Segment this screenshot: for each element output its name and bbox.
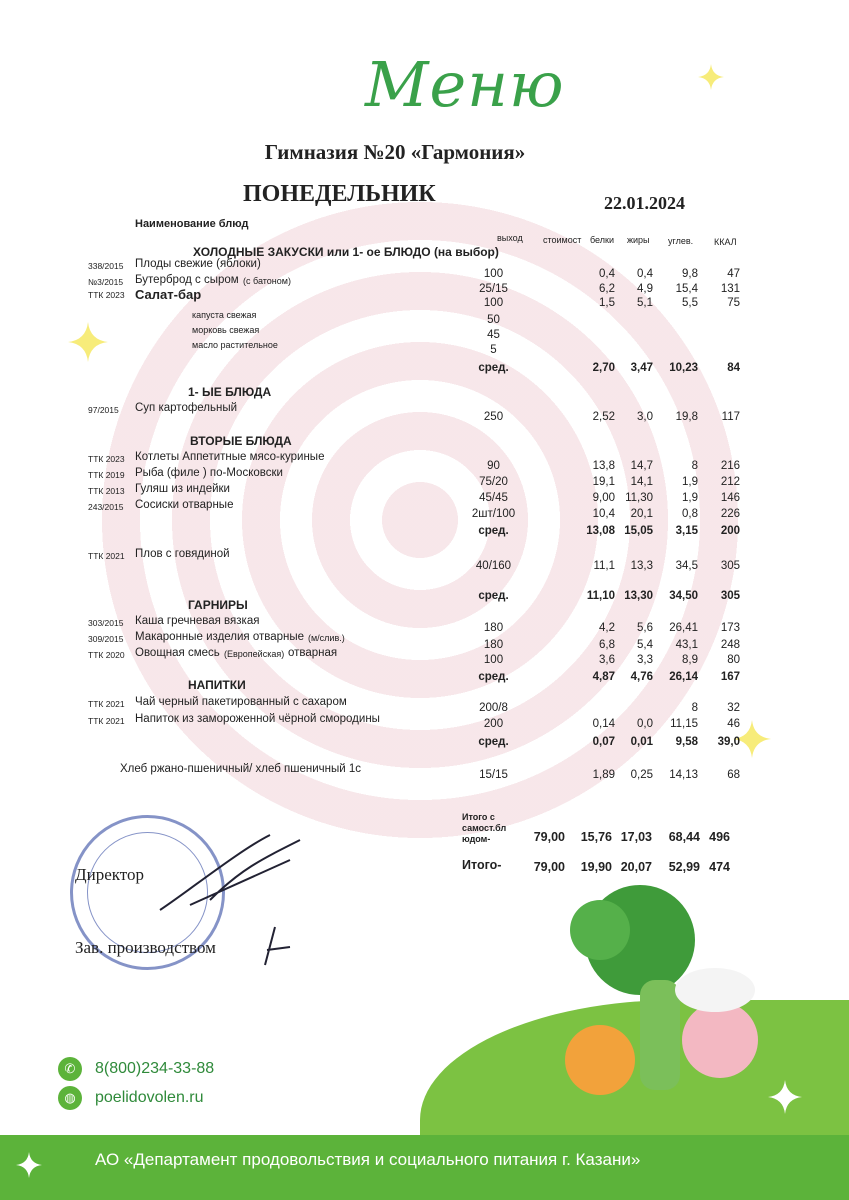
col-fat: жиры <box>627 235 650 245</box>
nutrition-value: 13,30 <box>624 590 653 602</box>
recipe-code: ТТК 2019 <box>88 470 125 480</box>
dish-note: (Европейская) <box>224 649 285 659</box>
production-signature <box>255 925 295 970</box>
vegetable-characters-illustration <box>560 880 770 1130</box>
star-decoration <box>68 322 108 362</box>
portion-output: 100 <box>483 268 504 280</box>
nutrition-value: 14,13 <box>669 769 698 781</box>
nutrition-value: 5,5 <box>682 297 698 309</box>
nutrition-value: 47 <box>727 268 740 280</box>
nutrition-value: 0,0 <box>637 718 653 730</box>
portion-output: 15/15 <box>479 769 508 781</box>
star-decoration <box>16 1152 42 1178</box>
nutrition-value: 200 <box>720 525 740 537</box>
nutrition-value: 8 <box>691 702 698 714</box>
portion-output: 200/8 <box>479 702 508 714</box>
dish-name: Сосиски отварные <box>135 499 234 511</box>
nutrition-value: 8 <box>691 460 698 472</box>
nutrition-value: 14,1 <box>630 476 653 488</box>
section-heading: 1- ЫЕ БЛЮДА <box>188 385 272 399</box>
dish-name: Чай черный пакетированный с сахаром <box>135 696 347 708</box>
total-value: 20,07 <box>620 860 652 874</box>
nutrition-value: 26,14 <box>669 671 698 683</box>
recipe-code: ТТК 2023 <box>88 290 125 300</box>
total-value: 17,03 <box>620 830 652 844</box>
dish-name: Хлеб ржано-пшеничный/ хлеб пшеничный 1с <box>120 763 362 775</box>
ingredient-name: масло растительное <box>192 340 278 350</box>
nutrition-value: 1,9 <box>682 476 698 488</box>
nutrition-value: 14,7 <box>630 460 653 472</box>
nutrition-value: 1,9 <box>682 492 698 504</box>
nutrition-value: 15,05 <box>624 525 653 537</box>
nutrition-value: 19,1 <box>592 476 615 488</box>
globe-icon: ◍ <box>58 1086 82 1110</box>
menu-logo: Меню <box>365 48 565 121</box>
portion-output: 50 <box>487 314 500 326</box>
ingredient-name: капуста свежая <box>192 310 257 320</box>
nutrition-value: 6,8 <box>599 639 615 651</box>
nutrition-value: 117 <box>721 411 740 423</box>
total-value: 19,90 <box>580 860 612 874</box>
nutrition-value: 3,0 <box>637 411 653 423</box>
portion-output: 45/45 <box>479 492 508 504</box>
average-label: сред. <box>478 362 509 374</box>
nutrition-value: 1,89 <box>592 769 615 781</box>
nutrition-value: 3,15 <box>675 525 698 537</box>
website-link[interactable]: poelidovolen.ru <box>95 1089 204 1106</box>
nutrition-value: 20,1 <box>630 508 653 520</box>
nutrition-value: 4,2 <box>599 622 615 634</box>
portion-output: 250 <box>483 411 504 423</box>
recipe-code: ТТК 2021 <box>88 699 125 709</box>
dish-name: Каша гречневая вязкая <box>135 615 260 627</box>
total-label: Итого с самост.бл юдом- <box>462 812 507 844</box>
dish-note: (с батоном) <box>243 276 291 286</box>
nutrition-value: 13,3 <box>630 560 653 572</box>
nutrition-value: 68 <box>727 769 740 781</box>
ingredient-name: морковь свежая <box>192 325 260 335</box>
total-value: 52,99 <box>668 860 700 874</box>
nutrition-value: 4,9 <box>637 283 653 295</box>
star-decoration <box>768 1080 802 1114</box>
nutrition-value: 84 <box>727 362 740 374</box>
phone-number[interactable]: 8(800)234-33-88 <box>95 1060 215 1077</box>
nutrition-value: 1,5 <box>599 297 615 309</box>
nutrition-value: 305 <box>720 560 740 572</box>
portion-output: 100 <box>483 654 504 666</box>
dish-name: Плов с говядиной <box>135 548 230 560</box>
nutrition-value: 167 <box>720 671 740 683</box>
average-label: сред. <box>478 590 509 602</box>
recipe-code: 97/2015 <box>88 405 119 415</box>
nutrition-value: 305 <box>720 590 740 602</box>
nutrition-value: 4,87 <box>592 671 615 683</box>
dish-note: (м/слив.) <box>308 633 345 643</box>
nutrition-value: 13,08 <box>586 525 615 537</box>
recipe-code: 338/2015 <box>88 261 124 271</box>
nutrition-value: 11,10 <box>586 590 615 602</box>
recipe-code: ТТК 2021 <box>88 551 125 561</box>
col-kcal: ККАЛ <box>714 237 737 247</box>
recipe-code: ТТК 2023 <box>88 454 125 464</box>
nutrition-value: 11,30 <box>625 492 653 504</box>
nutrition-value: 32 <box>727 702 740 714</box>
dish-name: Овощная смесь <box>135 647 220 659</box>
nutrition-value: 5,1 <box>637 297 653 309</box>
total-label: Итого- <box>462 858 502 872</box>
nutrition-value: 248 <box>720 639 740 651</box>
nutrition-value: 212 <box>720 476 740 488</box>
menu-date: 22.01.2024 <box>604 193 685 213</box>
recipe-code: ТТК 2020 <box>88 650 125 660</box>
col-cost: стоимост <box>543 235 582 245</box>
nutrition-value: 9,8 <box>682 268 698 280</box>
nutrition-value: 131 <box>720 283 740 295</box>
dish-name-cont: отварная <box>288 647 338 659</box>
nutrition-value: 3,47 <box>630 362 653 374</box>
portion-output: 100 <box>483 297 504 309</box>
name-column-header: Наименование блюд <box>135 218 249 230</box>
nutrition-value: 9,58 <box>675 736 698 748</box>
nutrition-value: 3,3 <box>637 654 653 666</box>
total-value: 79,00 <box>533 830 565 844</box>
nutrition-value: 146 <box>720 492 740 504</box>
portion-output: 180 <box>483 639 504 651</box>
portion-output: 40/160 <box>475 560 512 572</box>
director-label: Директор <box>75 865 144 884</box>
dish-name: Бутерброд с сыром <box>135 274 239 286</box>
nutrition-value: 26,41 <box>669 622 698 634</box>
nutrition-value: 15,4 <box>675 283 698 295</box>
portion-output: 75/20 <box>479 476 508 488</box>
total-value: 68,44 <box>668 830 700 844</box>
average-label: сред. <box>478 736 509 748</box>
nutrition-value: 34,5 <box>675 560 698 572</box>
dish-name: Рыба (филе ) по-Московски <box>135 467 283 479</box>
col-carbs: углев. <box>668 236 694 246</box>
section-heading: ХОЛОДНЫЕ ЗАКУСКИ или 1- ое БЛЮДО (на выбор) <box>193 245 499 259</box>
production-manager-label: Зав. производством <box>75 938 216 957</box>
nutrition-value: 2,70 <box>592 362 615 374</box>
section-heading: ВТОРЫЕ БЛЮДА <box>190 434 292 448</box>
school-title: Гимназия №20 «Гармония» <box>264 140 526 164</box>
nutrition-value: 13,8 <box>592 460 615 472</box>
dish-name: Салат-бар <box>135 287 202 302</box>
recipe-code: №3/2015 <box>88 277 124 287</box>
dish-name: Макаронные изделия отварные <box>135 631 305 643</box>
nutrition-value: 216 <box>720 460 740 472</box>
col-output: выход <box>497 233 523 243</box>
nutrition-value: 75 <box>727 297 740 309</box>
director-signature <box>150 830 310 920</box>
recipe-code: 303/2015 <box>88 618 124 628</box>
nutrition-value: 11,15 <box>670 718 698 730</box>
weekday: ПОНЕДЕЛЬНИК <box>243 181 436 207</box>
average-label: сред. <box>478 671 509 683</box>
recipe-code: 243/2015 <box>88 502 124 512</box>
section-heading: ГАРНИРЫ <box>188 598 248 612</box>
recipe-code: 309/2015 <box>88 634 124 644</box>
star-decoration <box>698 64 724 90</box>
dish-name: Гуляш из индейки <box>135 483 230 495</box>
portion-output: 5 <box>490 344 497 356</box>
total-value: 15,76 <box>580 830 612 844</box>
nutrition-value: 173 <box>720 622 740 634</box>
nutrition-value: 0,8 <box>682 508 698 520</box>
dish-name: Плоды свежие (яблоки) <box>135 258 261 270</box>
portion-output: 25/15 <box>479 283 508 295</box>
nutrition-value: 10,4 <box>592 508 615 520</box>
nutrition-value: 0,07 <box>592 736 615 748</box>
nutrition-value: 4,76 <box>630 671 653 683</box>
recipe-code: ТТК 2013 <box>88 486 125 496</box>
total-value: 79,00 <box>533 860 565 874</box>
nutrition-value: 34,50 <box>669 590 698 602</box>
nutrition-value: 0,14 <box>592 718 615 730</box>
nutrition-value: 5,6 <box>637 622 653 634</box>
nutrition-value: 2,52 <box>592 411 615 423</box>
portion-output: 45 <box>487 329 500 341</box>
total-value: 496 <box>709 830 730 844</box>
recipe-code: ТТК 2021 <box>88 716 125 726</box>
nutrition-value: 5,4 <box>637 639 653 651</box>
portion-output: 200 <box>483 718 504 730</box>
dish-name: Котлеты Аппетитные мясо-куриные <box>135 451 325 463</box>
nutrition-value: 226 <box>720 508 740 520</box>
dish-name: Суп картофельный <box>135 402 238 414</box>
portion-output: 2шт/100 <box>471 508 516 520</box>
nutrition-value: 8,9 <box>682 654 698 666</box>
nutrition-value: 0,01 <box>630 736 653 748</box>
nutrition-value: 0,25 <box>630 769 653 781</box>
nutrition-value: 9,00 <box>592 492 615 504</box>
nutrition-value: 11,1 <box>593 560 615 572</box>
total-value: 474 <box>709 860 730 874</box>
footer-organization: АО «Департамент продовольствия и социального питания г. Казани» <box>95 1150 641 1169</box>
phone-icon: ✆ <box>58 1057 82 1081</box>
portion-output: 180 <box>483 622 504 634</box>
col-protein: белки <box>590 235 614 245</box>
nutrition-value: 39,0 <box>717 736 740 748</box>
nutrition-value: 10,23 <box>669 362 698 374</box>
nutrition-value: 0,4 <box>637 268 653 280</box>
nutrition-value: 46 <box>727 718 740 730</box>
portion-output: 90 <box>487 460 500 472</box>
nutrition-value: 43,1 <box>675 639 698 651</box>
section-heading: НАПИТКИ <box>188 678 246 692</box>
nutrition-value: 3,6 <box>599 654 615 666</box>
nutrition-value: 0,4 <box>599 268 615 280</box>
nutrition-value: 19,8 <box>675 411 698 423</box>
nutrition-value: 6,2 <box>599 283 615 295</box>
nutrition-value: 80 <box>727 654 740 666</box>
average-label: сред. <box>478 525 509 537</box>
dish-name: Напиток из замороженной чёрной смородины <box>135 713 380 725</box>
